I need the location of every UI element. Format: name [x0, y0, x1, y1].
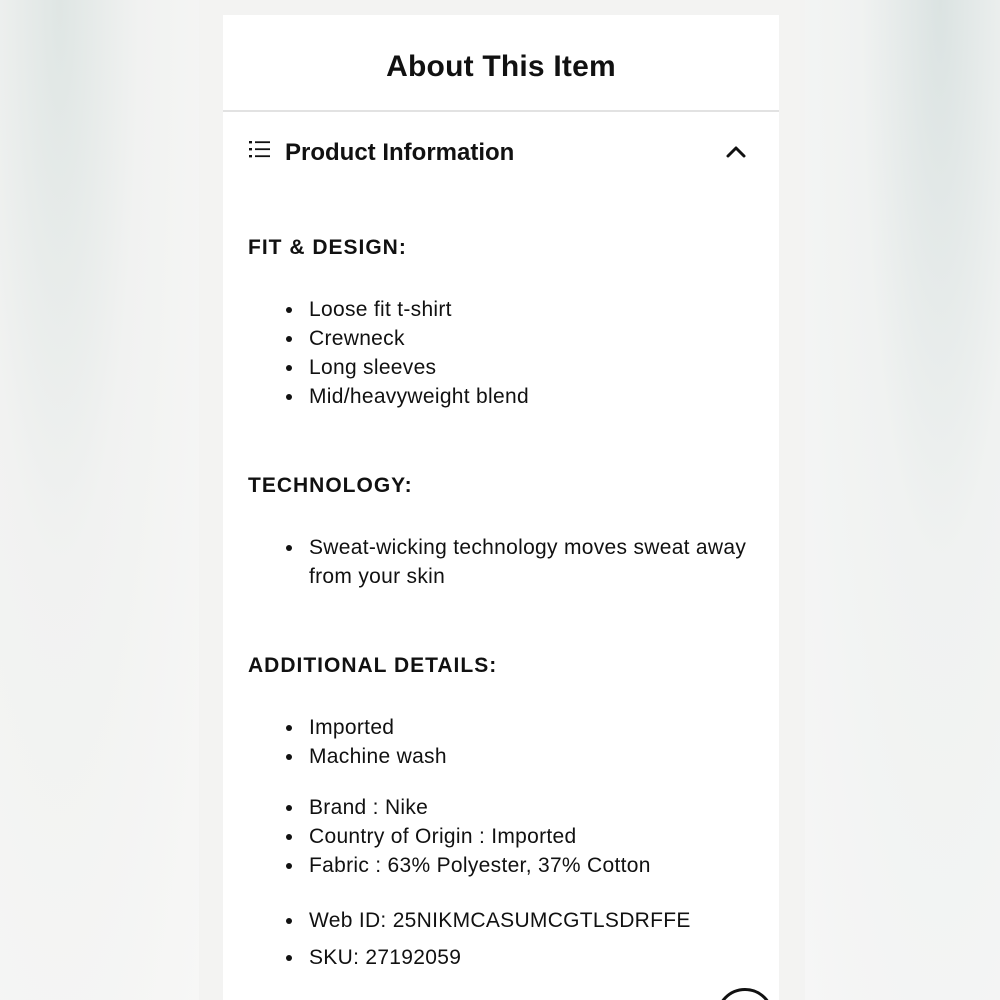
section-title: Product Information — [285, 139, 515, 166]
list-icon — [249, 140, 271, 160]
web-id: Web ID: 25NIKMCASUMCGTLSDRFFE — [309, 906, 758, 935]
background-left — [0, 0, 200, 1000]
chevron-up-icon[interactable] — [723, 140, 749, 164]
additional-details-heading: ADDITIONAL DETAILS: — [248, 654, 498, 677]
additional-list-1 — [248, 713, 758, 771]
sku: SKU: 27192059 — [309, 943, 758, 972]
list-item: Crewneck — [309, 324, 758, 353]
list-item: Sweat-wicking technology moves sweat away from your skin — [309, 533, 759, 591]
additional-list-3 — [248, 906, 758, 972]
background-right — [800, 0, 1000, 1000]
list-item: Machine wash — [309, 742, 758, 771]
list-item: Long sleeves — [309, 353, 758, 382]
fit-design-list — [248, 295, 758, 411]
page-title: About This Item — [386, 49, 616, 83]
list-item: Country of Origin : Imported — [309, 822, 758, 851]
list-item: Fabric : 63% Polyester, 37% Cotton — [309, 851, 758, 880]
list-item: Imported — [309, 713, 758, 742]
product-information-toggle[interactable] — [223, 112, 779, 192]
technology-list — [248, 533, 759, 591]
product-details — [248, 236, 758, 972]
technology-heading: TECHNOLOGY: — [248, 474, 413, 497]
fit-design-heading: FIT & DESIGN: — [248, 236, 407, 259]
list-item: Loose fit t-shirt — [309, 295, 758, 324]
additional-list-2 — [248, 793, 758, 880]
card-header — [223, 15, 779, 112]
list-item: Mid/heavyweight blend — [309, 382, 758, 411]
list-item: Brand : Nike — [309, 793, 758, 822]
